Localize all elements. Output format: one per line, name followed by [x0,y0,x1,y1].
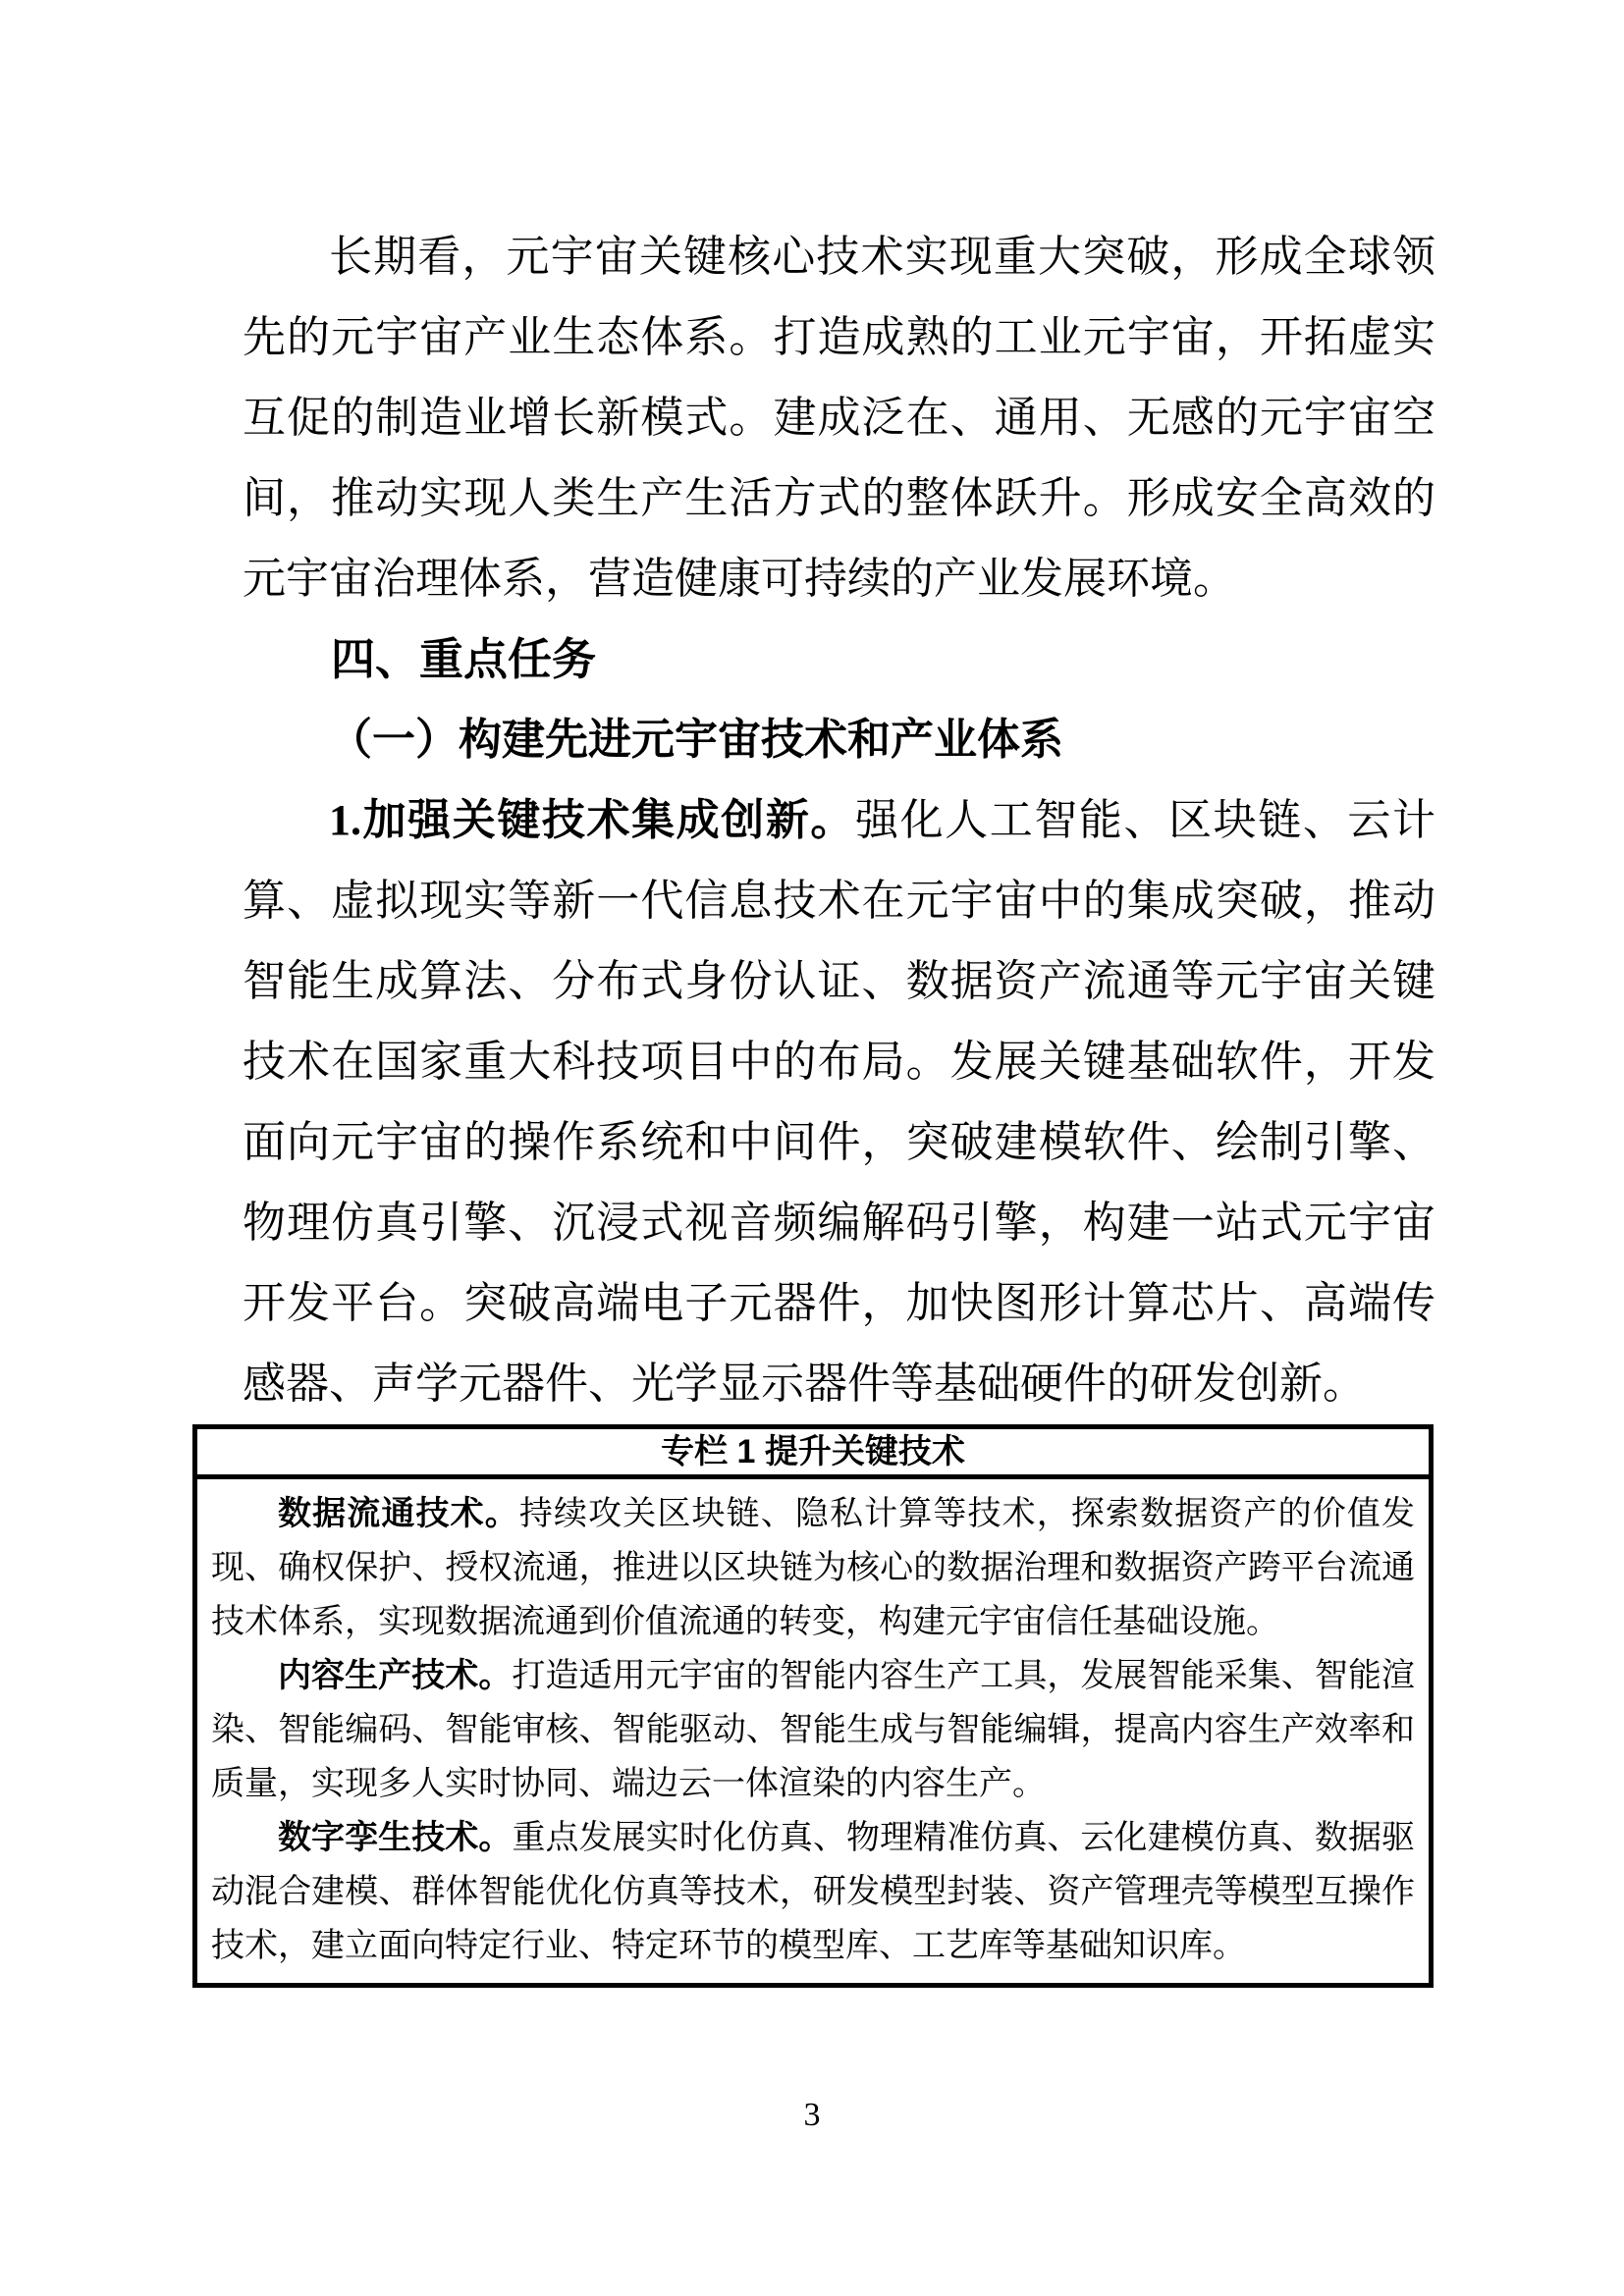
panel-item-text: 打造适用元宇宙的智能内容生产工具，发展智能采集、智能渲染、智能编码、智能审核、智能驱动、智能生成与智能编辑，提高内容生产效率和质量，实现多人实时协同、端边云一体渲染的内容生产。 [211,1658,1416,1802]
page-number: 3 [803,2097,821,2133]
heading-build-metaverse-system: （一）构建先进元宇宙技术和产业体系 [329,716,1063,764]
panel-item-lead: 数据流通技术。 [278,1496,519,1532]
text-column [211,217,1435,1988]
panel-item-lead: 内容生产技术。 [278,1658,513,1694]
panel-item-digital-twin [211,1811,1415,1973]
panel-item-text: 重点发展实时化仿真、物理精准仿真、云化建模仿真、数据驱动混合建模、群体智能优化仿真等技术，研发模型封装、资产管理壳等模型互操作技术，建立面向特定行业、特定环节的模型库、工艺库等基础知识库。 [211,1820,1416,1964]
paragraph-key-technology-innovation [243,780,1435,1424]
heading-key-tasks: 四、重点任务 [331,634,597,684]
panel-item-text: 持续攻关区块链、隐私计算等技术，探索数据资产的价值发现、确权保护、授权流通，推进以区块链为核心的数据治理和数据资产跨平台流通技术体系，实现数据流通到价值流通的转变，构建元宇宙信任基础设施。 [211,1496,1415,1640]
paragraph-long-term-goals: 长期看，元宇宙关键核心技术实现重大突破，形成全球领先的元宇宙产业生态体系。打造成熟的工业元宇宙，开拓虚实互促的制造业增长新模式。建成泛在、通用、无感的元宇宙空间，推动实现人类生产生活方式的整体跃升。形成安全高效的元宇宙治理体系，营造健康可持续的产业发展环境。 [243,233,1435,603]
paragraph-bold-lead: 1.加强关键技术集成创新。 [329,796,855,844]
panel-item-content-production [211,1649,1415,1811]
paragraph-text: 强化人工智能、区块链、云计算、虚拟现实等新一代信息技术在元宇宙中的集成突破，推动智能生成算法、分布式身份认证、数据资产流通等元宇宙关键技术在国家重大科技项目中的布局。发展关键基础软件，开发面向元宇宙的操作系统和中间件，突破建模软件、绘制引擎、物理仿真引擎、沉浸式视音频编解码引擎，构建一站式元宇宙开发平台。突破高端电子元器件，加快图形计算芯片、高端传感器、声学元器件、光学显示器件等基础硬件的研发创新。 [243,796,1435,1408]
panel-key-technologies [192,1424,1434,1988]
panel-item-data-circulation [211,1487,1415,1649]
panel-body [197,1479,1429,1983]
panel-item-lead: 数字孪生技术。 [278,1820,513,1856]
panel-title: 专栏 1 提升关键技术 [197,1429,1429,1479]
